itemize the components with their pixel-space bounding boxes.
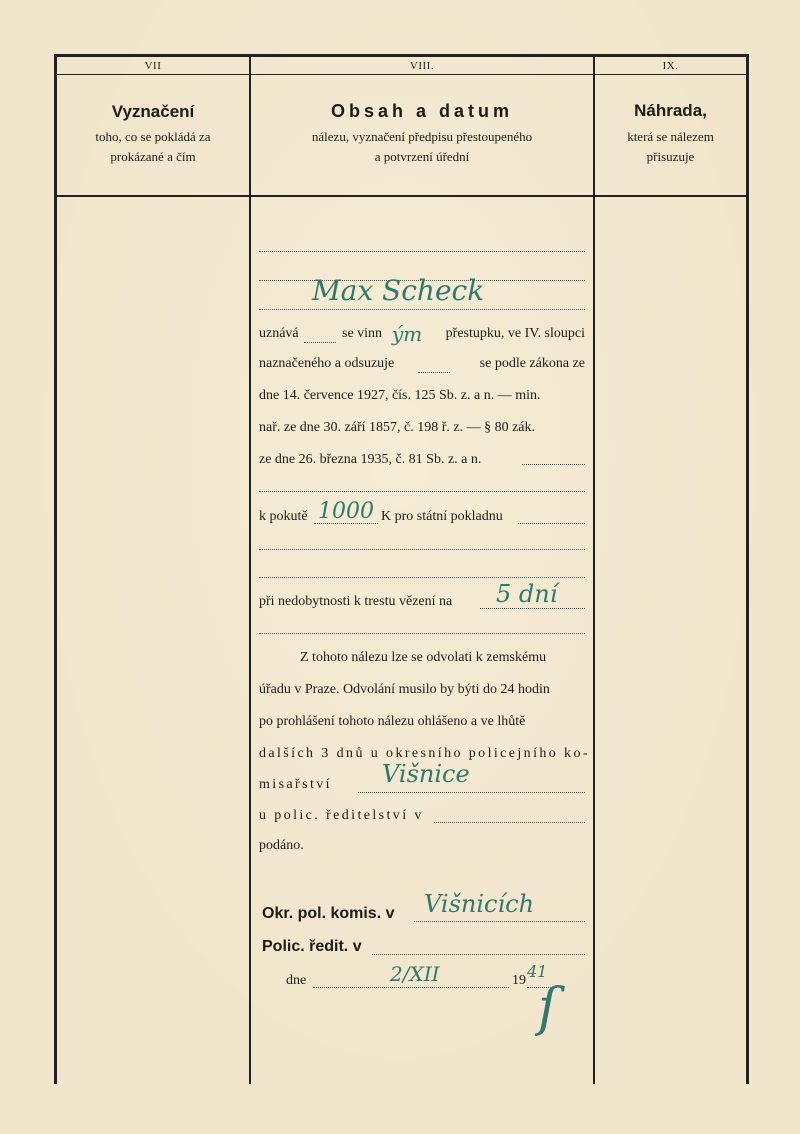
- column-subtitle-vii-2: prokázané a čím: [110, 149, 196, 164]
- text-podano: podáno.: [259, 838, 304, 853]
- label-polic-redit: Polic. ředit. v: [262, 938, 362, 955]
- text-law-line-4: [259, 420, 585, 436]
- blank-uznava: [304, 342, 336, 343]
- column-title-ix: Náhrada,: [634, 101, 707, 120]
- text-appeal-3: po prohlášení tohoto nálezu ohlášeno a ve lhůtě: [259, 714, 526, 729]
- column-divider-2: [593, 56, 595, 1084]
- blank-fine-end: [518, 523, 585, 524]
- text-appeal-line-2: [259, 682, 585, 698]
- text-law-line-3: [259, 388, 585, 404]
- column-number-divider: [54, 74, 748, 75]
- blank-okr: [414, 921, 585, 922]
- suffix-handwritten: ým: [392, 322, 423, 346]
- text-dne: dne: [286, 973, 307, 988]
- text-law-1927: dne 14. července 1927, čís. 125 Sb. z. a n. — min.: [259, 388, 541, 403]
- date-handwritten: 2/XII: [390, 962, 440, 986]
- text-se-podle-zakona: se podle zákona ze: [479, 356, 585, 371]
- text-u-polic-reditelstvi: u polic. ředitelství v: [259, 808, 424, 823]
- column-subtitle-viii-2: a potvrzení úřední: [374, 149, 470, 164]
- prison-handwritten: 5 dní: [496, 580, 558, 608]
- column-number-vii: VII: [144, 60, 162, 72]
- text-prestupku: přestupku, ve IV. sloupci: [445, 326, 585, 341]
- blank-date: [313, 987, 509, 988]
- blank-prison: [480, 608, 585, 609]
- column-subtitle-ix-1: která se nálezem: [627, 129, 714, 144]
- column-title-viii: Obsah a datum: [330, 101, 514, 121]
- blank-law-end: [522, 464, 585, 465]
- blank-line: [259, 577, 585, 578]
- text-uznava: uznává: [259, 326, 299, 341]
- blank-komisarstvi: [358, 792, 585, 793]
- label-okr-pol-komis: Okr. pol. komis. v: [262, 905, 395, 922]
- blank-line: [259, 251, 585, 252]
- column-number-viii: VIII.: [409, 60, 435, 72]
- text-naznaceneho: naznačeného a odsuzuje: [259, 356, 395, 371]
- header-bottom-border: [54, 195, 748, 197]
- blank-polic: [372, 954, 585, 955]
- table-right-border: [746, 54, 749, 1084]
- text-year-prefix: 19: [512, 973, 526, 988]
- blank-odsuzuje: [418, 372, 450, 373]
- year-handwritten: 41: [527, 962, 548, 981]
- column-subtitle-vii-1: toho, co se pokládá za: [95, 129, 211, 144]
- column-subtitle-viii-1: nálezu, vyznačení předpisu přestoupeného: [311, 129, 533, 144]
- column-title-vii: Vyznačení: [111, 102, 195, 121]
- table-top-border: [54, 54, 748, 57]
- fine-amount-handwritten: 1000: [318, 499, 374, 524]
- column-divider-1: [249, 56, 251, 1084]
- text-komisarstvi: misařství: [259, 777, 332, 792]
- text-appeal-2: úřadu v Praze. Odvolání musilo by býti do 24 hodin: [259, 682, 550, 697]
- text-law-1857: nař. ze dne 30. září 1857, č. 198 ř. z. — § 80 zák.: [259, 420, 536, 435]
- name-line: [259, 309, 585, 310]
- blank-reditelstvi: [434, 822, 585, 823]
- text-pri-nedobytnosti: při nedobytnosti k trestu vězení na: [259, 594, 453, 609]
- column-number-ix: IX.: [662, 60, 679, 72]
- blank-line: [259, 633, 585, 634]
- blank-line: [259, 491, 585, 492]
- blank-line: [259, 549, 585, 550]
- text-appeal-4: dalších 3 dnů u okresního policejního ko-: [259, 746, 590, 761]
- text-appeal-1: Z tohoto nálezu lze se odvolati k zemskému: [300, 650, 547, 665]
- name-handwritten: Max Scheck: [312, 274, 485, 307]
- text-appeal-line-3: [259, 714, 585, 730]
- komisarstvi-handwritten: Višnice: [382, 760, 470, 788]
- table-left-border: [54, 54, 57, 1084]
- signature-handwritten: ſ: [538, 978, 558, 1038]
- text-se-vinn: se vinn: [342, 326, 383, 341]
- text-law-1935: ze dne 26. března 1935, č. 81 Sb. z. a n.: [259, 452, 482, 467]
- text-pro-statni-pokladnu: K pro státní pokladnu: [381, 509, 503, 524]
- okr-handwritten: Višnicích: [424, 890, 535, 918]
- text-k-pokute: k pokutě: [259, 509, 308, 524]
- column-subtitle-ix-2: přisuzuje: [646, 149, 695, 164]
